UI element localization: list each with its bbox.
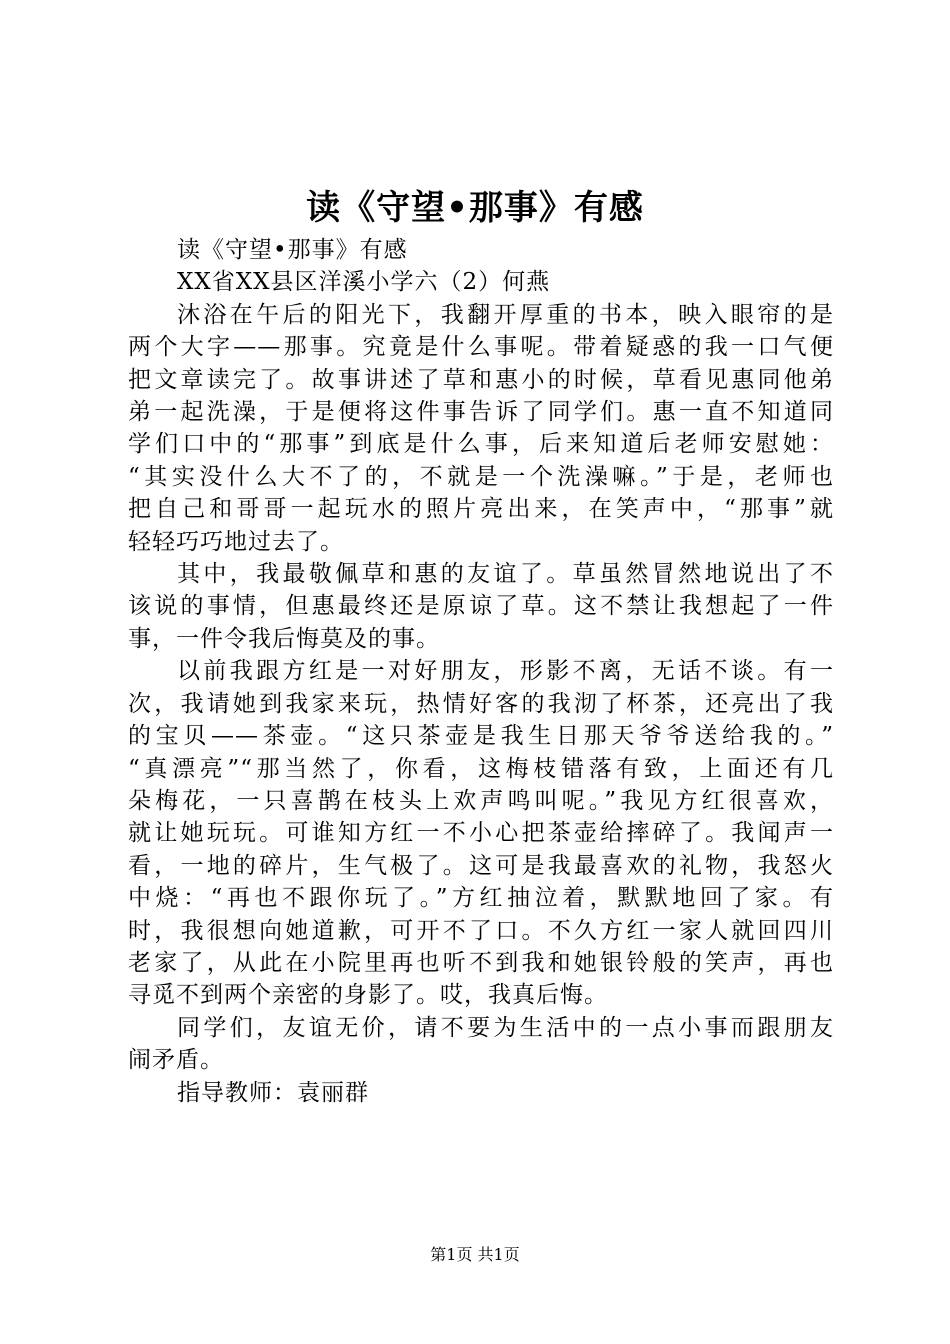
text-line: “其实没什么大不了的，不就是一个洗澡嘛。”于是，老师也 (128, 463, 834, 490)
page-footer: 第1页 共1页 (430, 1245, 520, 1264)
text-line: 同学们，友谊无价，请不要为生活中的一点小事而跟朋友 (177, 1014, 834, 1041)
text-line: 指导教师：袁丽群 (177, 1079, 369, 1106)
text-line: 时，我很想向她道歉，可开不了口。不久方红一家人就回四川 (128, 917, 834, 944)
text-line: 两个大字——那事。究竟是什么事呢。带着疑惑的我一口气便 (128, 334, 834, 361)
text-line: 以前我跟方红是一对好朋友，形影不离，无话不谈。有一 (177, 658, 834, 685)
text-line: 其中，我最敬佩草和惠的友谊了。草虽然冒然地说出了不 (177, 561, 834, 588)
text-line: 就让她玩玩。可谁知方红一不小心把茶壶给摔碎了。我闻声一 (128, 820, 834, 847)
text-line: 寻觅不到两个亲密的身影了。哎，我真后悔。 (128, 982, 608, 1009)
text-line: 轻轻巧巧地过去了。 (128, 528, 344, 555)
text-line: “真漂亮”“那当然了，你看，这梅枝错落有致，上面还有几 (128, 755, 834, 782)
text-line: 学们口中的“那事”到底是什么事，后来知道后老师安慰她： (128, 431, 834, 458)
text-line: 沐浴在午后的阳光下，我翻开厚重的书本，映入眼帘的是 (177, 301, 834, 328)
document-body (128, 234, 834, 1109)
text-line: 事，一件令我后悔莫及的事。 (128, 625, 440, 652)
text-line: 中烧：“再也不跟你玩了。”方红抽泣着，默默地回了家。有 (128, 885, 834, 912)
text-line: 该说的事情，但惠最终还是原谅了草。这不禁让我想起了一件 (128, 593, 834, 620)
text-line: 朵梅花，一只喜鹊在枝头上欢声鸣叫呢。”我见方红很喜欢， (128, 787, 834, 814)
text-line: 把自己和哥哥一起玩水的照片亮出来，在笑声中，“那事”就 (128, 496, 834, 523)
text-line: XX省XX县区洋溪小学六（2）何燕 (177, 269, 551, 296)
text-line: 老家了，从此在小院里再也听不到我和她银铃般的笑声，再也 (128, 949, 834, 976)
text-line: 把文章读完了。故事讲述了草和惠小的时候，草看见惠同他弟 (128, 366, 834, 393)
text-line: 弟一起洗澡，于是便将这件事告诉了同学们。惠一直不知道同 (128, 399, 834, 426)
text-line: 读《守望•那事》有感 (177, 237, 408, 263)
text-line: 闹矛盾。 (128, 1047, 224, 1074)
text-line: 看，一地的碎片，生气极了。这可是我最喜欢的礼物，我怒火 (128, 852, 834, 879)
text-line: 次，我请她到我家来玩，热情好客的我沏了杯茶，还亮出了我 (128, 690, 834, 717)
text-line: 的宝贝——茶壶。“这只茶壶是我生日那天爷爷送给我的。” (128, 723, 834, 750)
document-title: 读《守望•那事》有感 (306, 188, 644, 228)
